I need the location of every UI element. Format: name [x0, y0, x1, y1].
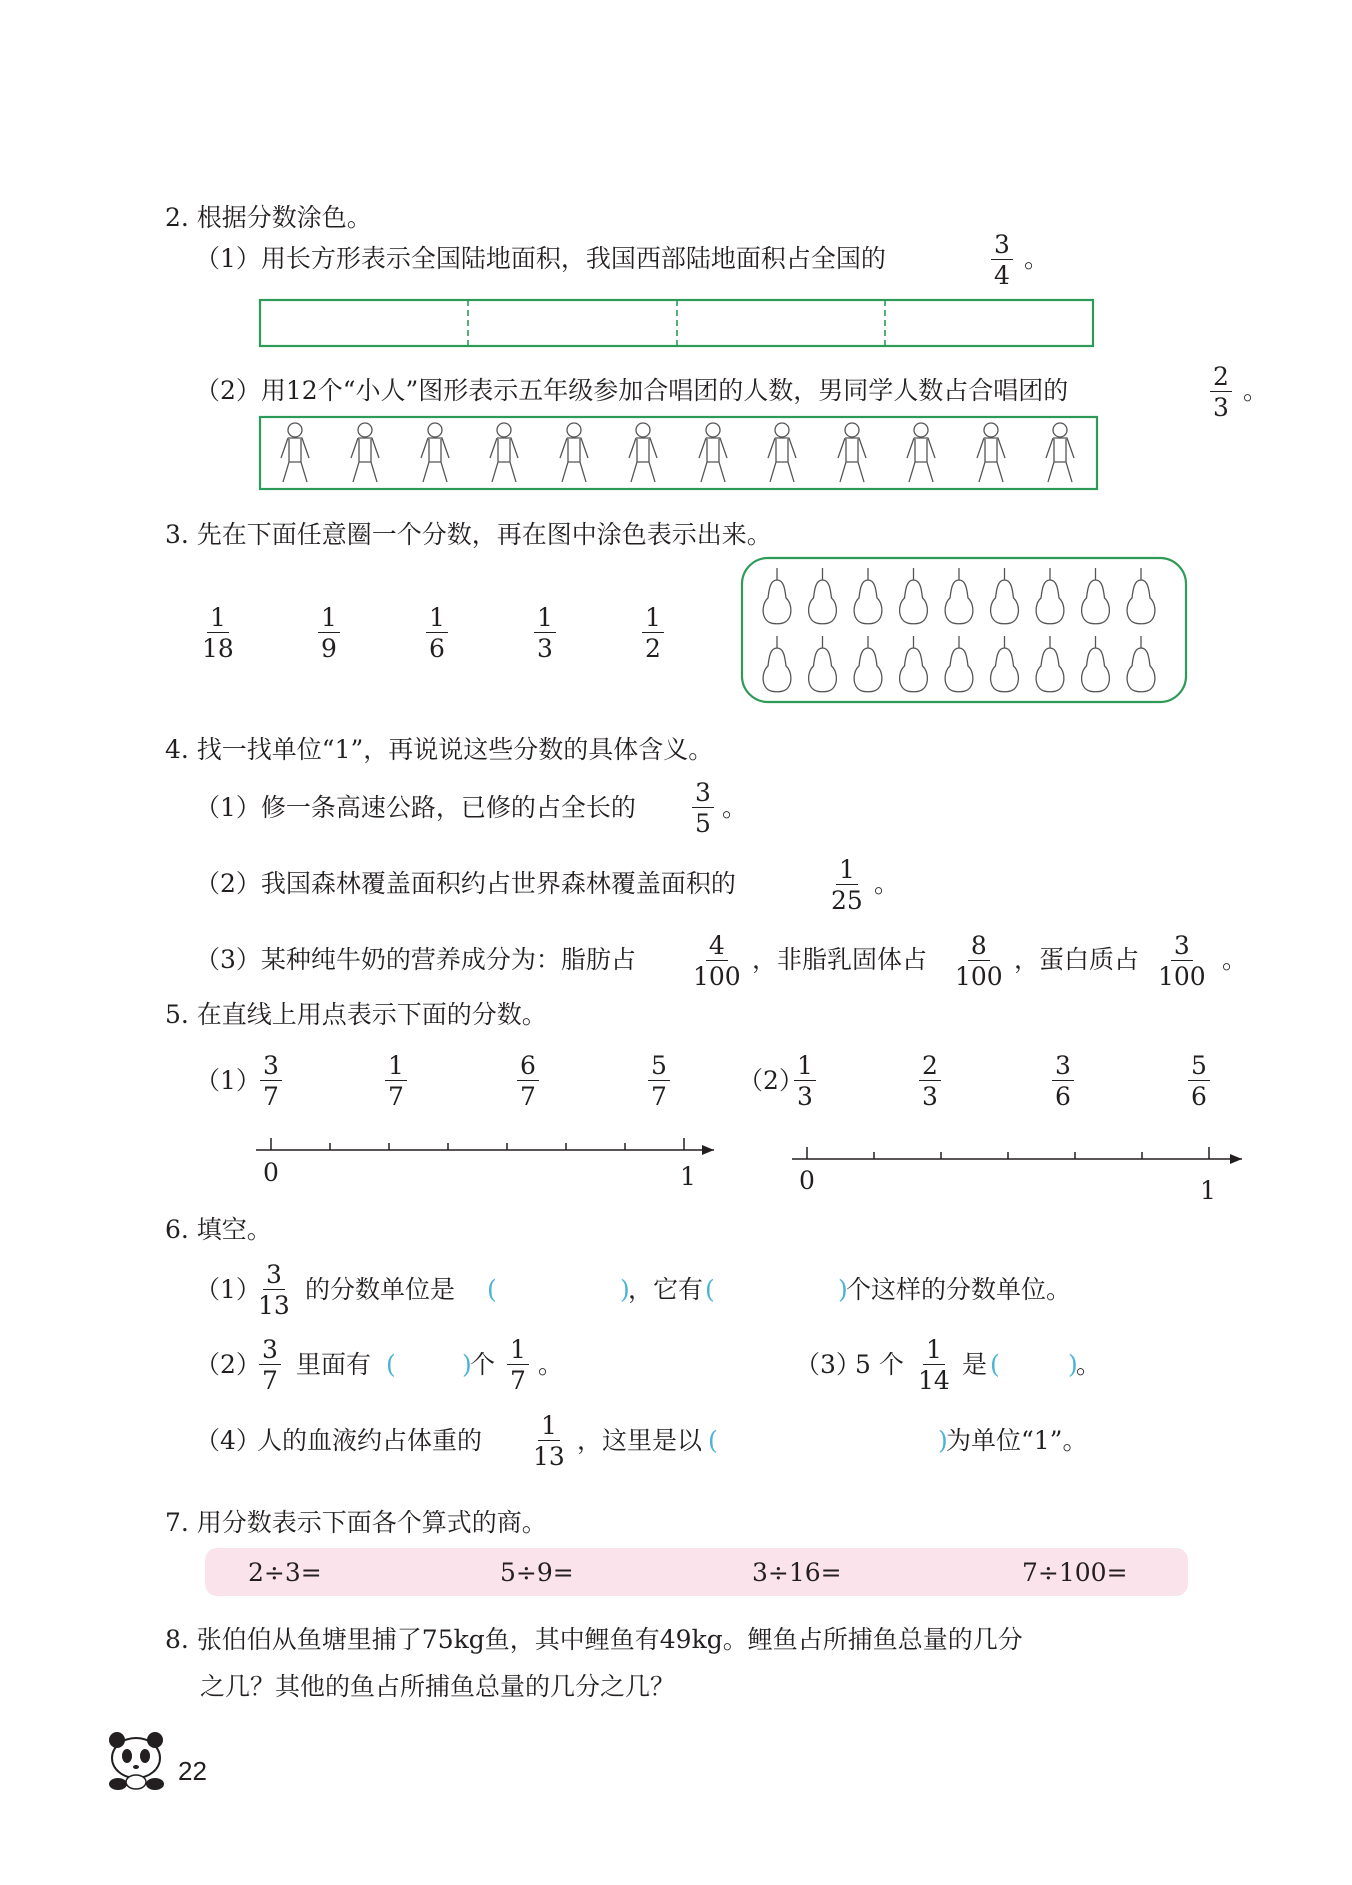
- q6-p1-text-b: ，它有: [628, 1275, 704, 1304]
- pear-icon: [1036, 568, 1064, 624]
- pear-icon: [945, 568, 973, 624]
- pear-icon: [809, 636, 837, 692]
- q4-p1-end: 。: [722, 793, 748, 822]
- pear-icon: [763, 636, 791, 692]
- q6-p1-fraction: $\frac{3}{13}$: [258, 1260, 290, 1320]
- q5-right-zero: 0: [799, 1166, 815, 1195]
- pear-icon: [991, 568, 1019, 624]
- number-line-sevenths: [256, 1138, 714, 1155]
- q6-p2-fraction-2: $\frac{1}{7}$: [507, 1337, 529, 1393]
- q5-right-fraction-3-6: $\frac{3}{6}$: [1052, 1053, 1074, 1109]
- q8-line-1: 8. 张伯伯从鱼塘里捕了75kg鱼，其中鲤鱼有49kg。鲤鱼占所捕鱼总量的几分: [165, 1625, 1023, 1654]
- q5-right-one: 1: [1200, 1176, 1216, 1205]
- q5-left-fraction-3-7: $\frac{3}{7}$: [260, 1053, 282, 1109]
- q4-p1-text: （1）修一条高速公路，已修的占全长的: [195, 793, 636, 822]
- q6-p3-end: 。: [1076, 1350, 1102, 1379]
- q6-p2-text-a: 里面有: [296, 1350, 372, 1379]
- number-line-sixths: [792, 1147, 1242, 1164]
- q2-p1-end: 。: [1024, 244, 1050, 273]
- q6-p1-blank-2-open[interactable]: (: [705, 1275, 715, 1304]
- q6-p2-text-b: 个: [470, 1350, 496, 1379]
- q6-p3-text-b: 是: [962, 1350, 988, 1379]
- q4-p3-fraction-3: $\frac{3}{100}$: [1158, 931, 1206, 991]
- q5-left-fraction-1-7: $\frac{1}{7}$: [385, 1053, 407, 1109]
- arrow-icon: [702, 1145, 714, 1155]
- q6-p1-label: （1）: [195, 1275, 261, 1304]
- q4-p3-text-c: ，蛋白质占: [1014, 945, 1140, 974]
- q6-p3-text-a: 5 个: [855, 1350, 904, 1379]
- q3-fraction-1-3[interactable]: $\frac{1}{3}$: [534, 605, 556, 661]
- q4-p3-fraction-2: $\frac{8}{100}$: [955, 931, 1003, 991]
- q6-title: 6. 填空。: [165, 1215, 272, 1244]
- q6-p4-blank-open[interactable]: (: [708, 1426, 718, 1455]
- q4-p3-text-a: （3）某种纯牛奶的营养成分为：脂肪占: [195, 945, 636, 974]
- q7-equation-2: 5÷9=: [500, 1558, 574, 1587]
- q6-p1-text-c: 个这样的分数单位。: [846, 1275, 1072, 1304]
- q5-right-fraction-2-3: $\frac{2}{3}$: [919, 1053, 941, 1109]
- q6-p4-text-c: 为单位“1”。: [946, 1426, 1088, 1455]
- person-icon: [768, 423, 796, 482]
- q6-p3-blank-close[interactable]: ): [1068, 1350, 1078, 1379]
- q4-title: 4. 找一找单位“1”，再说说这些分数的具体含义。: [165, 735, 714, 764]
- q6-p4-blank-close[interactable]: ): [938, 1426, 948, 1455]
- pear-icon: [1036, 636, 1064, 692]
- pear-icon: [854, 568, 882, 624]
- q7-equation-1: 2÷3=: [248, 1558, 322, 1587]
- q7-title: 7. 用分数表示下面各个算式的商。: [165, 1508, 547, 1537]
- q6-p1-text-a: 的分数单位是: [305, 1275, 456, 1304]
- q6-p2-fraction: $\frac{3}{7}$: [259, 1337, 281, 1393]
- q7-equation-4: 7÷100=: [1022, 1558, 1128, 1587]
- q6-p1-blank-2-close[interactable]: ): [838, 1275, 848, 1304]
- q2-p1-fraction: $\frac{3}{4}$: [991, 232, 1013, 288]
- q6-p4-text-b: ，这里是以: [577, 1426, 703, 1455]
- pear-icon: [945, 636, 973, 692]
- q4-p3-fraction-1: $\frac{4}{100}$: [693, 931, 741, 991]
- person-icon: [351, 423, 379, 482]
- q4-p3-end: 。: [1222, 945, 1248, 974]
- person-icon: [281, 423, 309, 482]
- q6-p4-fraction: $\frac{1}{13}$: [533, 1411, 565, 1471]
- person-icon: [1046, 423, 1074, 482]
- q2-title: 2. 根据分数涂色。: [165, 203, 372, 232]
- person-icon: [560, 423, 588, 482]
- pear-icon: [900, 568, 928, 624]
- q8-line-2: 之几？其他的鱼占所捕鱼总量的几分之几？: [200, 1672, 676, 1701]
- q2-p2-end: 。: [1243, 376, 1269, 405]
- pear-icon: [1082, 636, 1110, 692]
- pear-icon: [1127, 568, 1155, 624]
- person-icon: [699, 423, 727, 482]
- q3-fraction-1-6[interactable]: $\frac{1}{6}$: [426, 605, 448, 661]
- pear-icon: [854, 636, 882, 692]
- q6-p3-fraction: $\frac{1}{14}$: [918, 1335, 950, 1395]
- q6-p2-blank-close[interactable]: ): [462, 1350, 472, 1379]
- person-icon: [629, 423, 657, 482]
- q5-title: 5. 在直线上用点表示下面的分数。: [165, 1000, 547, 1029]
- person-icon: [490, 423, 518, 482]
- q6-p4-text-a: 人的血液约占体重的: [257, 1426, 483, 1455]
- pear-icon: [900, 636, 928, 692]
- q5-left-fraction-6-7: $\frac{6}{7}$: [517, 1053, 539, 1109]
- q6-p1-blank-1-close[interactable]: ): [620, 1275, 630, 1304]
- person-icon: [977, 423, 1005, 482]
- pear-icon: [1082, 568, 1110, 624]
- q4-p2-text: （2）我国森林覆盖面积约占世界森林覆盖面积的: [195, 869, 736, 898]
- q4-p1-fraction: $\frac{3}{5}$: [692, 780, 714, 836]
- q5-left-fraction-5-7: $\frac{5}{7}$: [648, 1053, 670, 1109]
- q2-land-rectangle: [260, 300, 1093, 346]
- q7-equation-3: 3÷16=: [752, 1558, 842, 1587]
- q3-title: 3. 先在下面任意圈一个分数，再在图中涂色表示出来。: [165, 520, 772, 549]
- arrow-icon: [1230, 1154, 1242, 1164]
- pear-icon: [809, 568, 837, 624]
- q6-p2-label: （2）: [195, 1350, 261, 1379]
- q2-p1-text: （1）用长方形表示全国陆地面积，我国西部陆地面积占全国的: [195, 244, 886, 273]
- q5-right-fraction-5-6: $\frac{5}{6}$: [1188, 1053, 1210, 1109]
- q5-right-label: （2）: [738, 1066, 804, 1095]
- q3-fraction-1-18[interactable]: $\frac{1}{18}$: [202, 603, 234, 663]
- q5-right-fraction-1-3: $\frac{1}{3}$: [794, 1053, 816, 1109]
- pear-icon: [991, 636, 1019, 692]
- person-icon: [838, 423, 866, 482]
- pear-icon: [1127, 636, 1155, 692]
- q6-p2-blank-open[interactable]: (: [386, 1350, 396, 1379]
- q4-p3-text-b: ，非脂乳固体占: [752, 945, 928, 974]
- q5-left-one: 1: [680, 1162, 696, 1191]
- person-icon: [421, 423, 449, 482]
- q6-p3-label: （3）: [795, 1350, 861, 1379]
- q6-p3-blank-open[interactable]: (: [990, 1350, 1000, 1379]
- pear-icon: [763, 568, 791, 624]
- q2-p2-text: （2）用12个“小人”图形表示五年级参加合唱团的人数，男同学人数占合唱团的: [195, 376, 1069, 405]
- q4-p2-end: 。: [874, 869, 900, 898]
- page-number: 22: [178, 1756, 207, 1786]
- q6-p2-end: 。: [538, 1350, 564, 1379]
- q5-left-label: （1）: [195, 1066, 261, 1095]
- q3-fraction-1-2[interactable]: $\frac{1}{2}$: [642, 605, 664, 661]
- q6-p1-blank-1-open[interactable]: (: [487, 1275, 497, 1304]
- q6-p4-label: （4）: [195, 1426, 261, 1455]
- person-icon: [907, 423, 935, 482]
- q5-left-zero: 0: [263, 1158, 279, 1187]
- q4-p2-fraction: $\frac{1}{25}$: [831, 855, 863, 915]
- q3-fraction-1-9[interactable]: $\frac{1}{9}$: [318, 605, 340, 661]
- q2-p2-fraction: $\frac{2}{3}$: [1210, 364, 1232, 420]
